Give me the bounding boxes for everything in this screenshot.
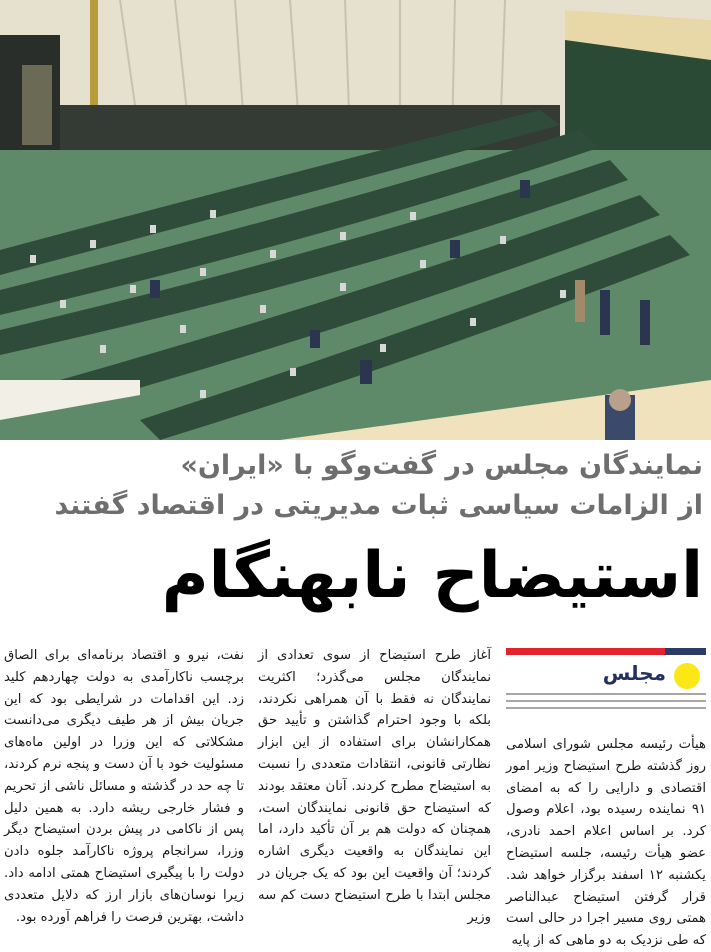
column-text: آغاز طرح استیضاح از سوی تعدادی از نمایندگان مجلس می‌گذرد؛ اکثریت نمایندگان نه فقط با آن همراهی نکردند، بلکه با وجود احترام گذاشتن و تأیید حق همکارانشان برای استفاده از این ابزار نظارتی قانونی، انتقادات متعددی را نسبت به استیضاح مطرح کردند. آنان معتقد بودند که استیضاح حق قانونی نمایندگان است، همچنان که دولت هم بر آن تأکید دارد، اما این نمایندگان به واقعیت دیگری اشاره کردند؛ آن واقعیت این بود که یک جریان در مجلس ابتدا با طرح استیضاح دست کم سه وزیر [258,648,491,925]
column-text: نفت، نیرو و اقتصاد برنامه‌ای برای الصاق برچسب ناکارآمدی به دولت چهاردهم کلید زد. این اقدامات در شرایطی بود که این جریان بیش از هر طیف دیگری می‌دانست مشکلاتی که این وزرا در اولین ماه‌های مسئولیت خود با آن دست و پنجه نرم کردند، تا چه حد در گذشته و مسائل ناشی از تحریم و فشار خارجی ریشه دارد. به همین دلیل پس از ناکامی در پیش بردن استیضاح دیگر وزرا، سرانجام پروژه ناکارآمد جلوه دادن دولت را با پیگیری استیضاح همتی ادامه داد. زیرا نوسان‌های بازار ارز که دلایل متعددی داشت، بهترین فرصت را فراهم آورده بود. [4,648,244,925]
section-rule [506,707,706,709]
section-rule [506,693,706,695]
article-headline: استیضاح نابهنگام [161,539,703,613]
article-column-right [506,734,706,952]
kicker-line-2: از الزامات سیاسی ثبات مدیریتی در اقتصاد گفتند [54,490,703,521]
section-bar-red [506,648,665,655]
section-label: مجلس [602,661,666,685]
section-tag [506,647,706,707]
article-kicker [3,446,703,526]
column-text: هیأت رئیسه مجلس شورای اسلامی روز گذشته طرح استیضاح وزیر امور اقتصادی و دارایی را که به امضای ۹۱ نماینده رسیده بود، اعلام وصول کرد. بر اساس اعلام احمد نادری، عضو هیأت رئیسه، جلسه استیضاح یکشنبه ۱۲ اسفند برگزار خواهد شد. قرار گرفتن استیضاح عبدالناصر همتی روی مسیر اجرا در حالی است که طی نزدیک به دو ماهی که از پایه [506,737,706,949]
article-column-left [4,645,244,928]
yellow-dot-icon [674,663,700,689]
section-rule [506,700,706,702]
article-column-middle [258,645,491,928]
section-bar-navy [665,648,706,655]
parliament-photo [0,0,711,440]
kicker-line-1: نمایندگان مجلس در گفت‌وگو با «ایران» [180,450,703,481]
